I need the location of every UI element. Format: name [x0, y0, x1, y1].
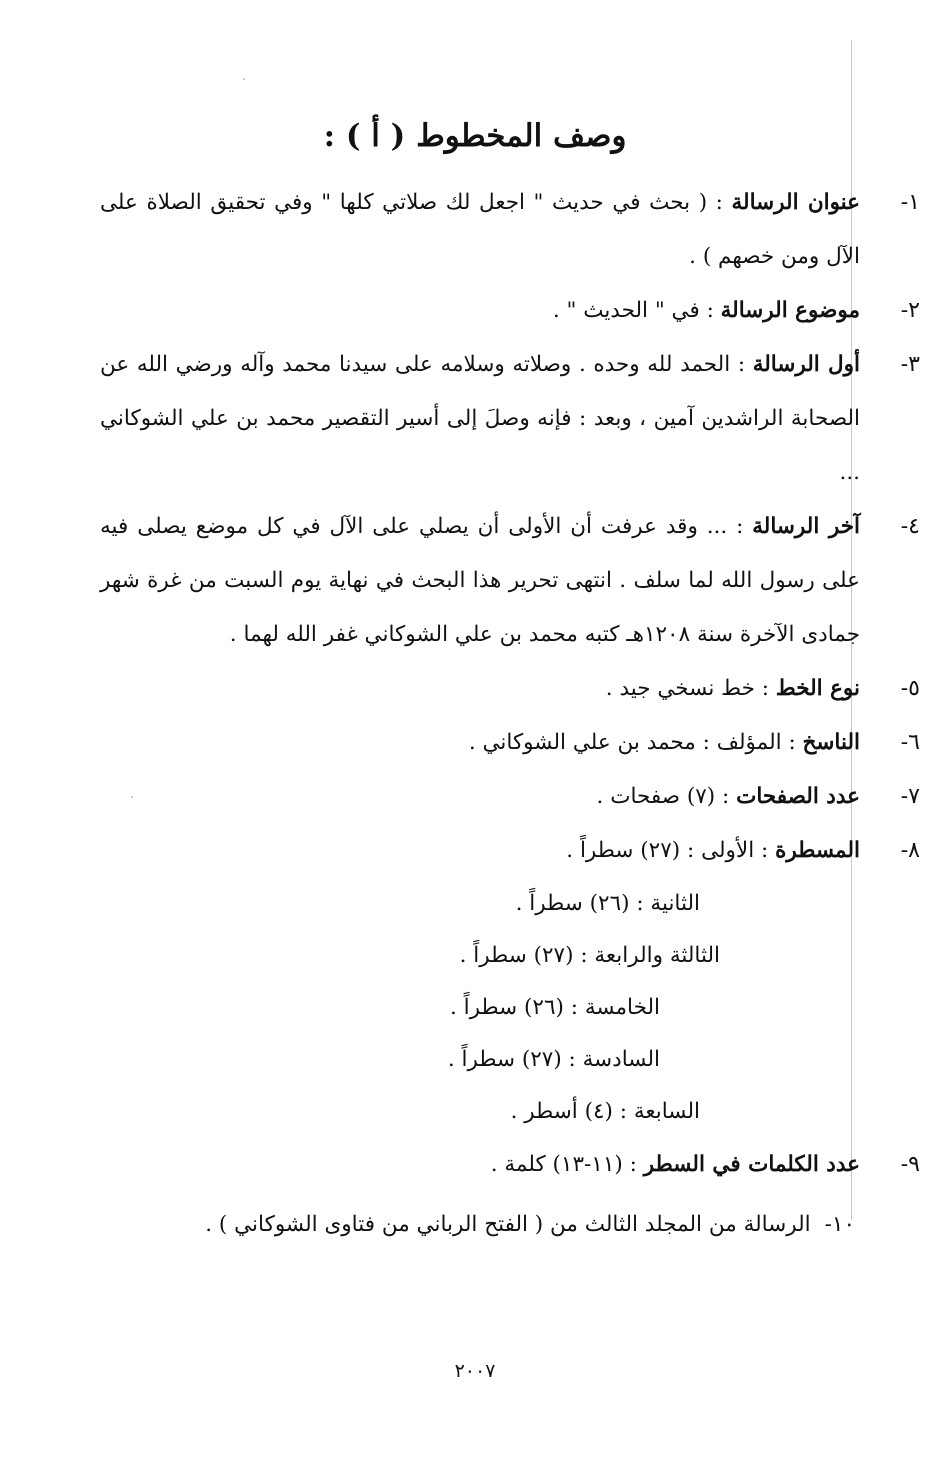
item-text: : في " الحديث " . [552, 298, 721, 323]
item-number: ٦- [900, 730, 920, 755]
item-body [100, 662, 860, 716]
page-number: ٢٠٠٧ [454, 1360, 496, 1382]
item-text: : المؤلف : محمد بن علي الشوكاني . [468, 730, 803, 755]
page-line-count: الخامسة : (٢٦) سطراً . [450, 995, 660, 1020]
item-body [100, 1138, 860, 1192]
item-number: ٥- [900, 676, 920, 701]
item-label: عدد الكلمات في السطر [643, 1152, 860, 1177]
item-label: عدد الصفحات [736, 784, 860, 809]
item-label: عنوان الرسالة [731, 190, 860, 215]
item-number: ١٠- [824, 1212, 855, 1237]
description-list [100, 176, 920, 1192]
item-label: موضوع الرسالة [720, 298, 860, 323]
item-text: : خط نسخي جيد . [605, 676, 776, 701]
item-text: : ( بحث في حديث " اجعل لك صلاتي كلها " وفي تحقيق الصلاة على الآل ومن خصهم ) . [100, 190, 860, 269]
item-text: : (١١-١٣) كلمة . [490, 1152, 644, 1177]
list-item-10 [205, 1198, 855, 1252]
item-text: : (٧) صفحات . [596, 784, 737, 809]
item-label: أول الرسالة [752, 352, 861, 377]
item-number: ١- [900, 190, 920, 215]
item-text: : الأولى : (٢٧) سطراً . [566, 838, 776, 863]
list-item [100, 284, 920, 338]
item-number: ٩- [900, 1152, 920, 1177]
item-body [100, 284, 860, 338]
item-body [100, 716, 860, 770]
section-title: وصف المخطوط ( أ ) : [323, 118, 627, 154]
page-line-count: الثانية : (٢٦) سطراً . [515, 891, 700, 916]
item-body [100, 824, 860, 878]
item-body [100, 770, 860, 824]
page-line-count: السابعة : (٤) أسطر . [510, 1099, 700, 1124]
item-text: : الحمد لله وحده . وصلاته وسلامه على سيدنا محمد وآله ورضي الله عن الصحابة الراشدين آمين ، وبعد : فإنه وصلَ إلى أسير التقصير محمد بن علي الشوكاني ... [100, 352, 860, 485]
list-item [100, 500, 920, 662]
list-item [100, 824, 920, 1138]
item-number: ٣- [900, 352, 920, 377]
item-label: آخر الرسالة [752, 514, 860, 539]
page-line-count: الثالثة والرابعة : (٢٧) سطراً . [459, 943, 720, 968]
list-item [100, 1138, 920, 1192]
page-line-count: السادسة : (٢٧) سطراً . [447, 1047, 660, 1072]
item-label: نوع الخط [775, 676, 860, 701]
item-body [100, 338, 860, 500]
item-label: المسطرة [775, 838, 860, 863]
item-body [100, 500, 860, 662]
list-item [100, 338, 920, 500]
item-number: ٧- [900, 784, 920, 809]
item-number: ٨- [900, 838, 920, 863]
item-text: : ... وقد عرفت أن الأولى أن يصلي على الآل في كل موضع يصلى فيه على رسول الله لما سلف . انتهى تحرير هذا البحث في نهاية يوم السبت من غرة شهر جمادى الآخرة سنة ١٢٠٨هـ كتبه محمد بن علي الشوكاني غفر الله لهما . [100, 514, 860, 647]
list-item [100, 770, 920, 824]
item-number: ٤- [900, 514, 920, 539]
ink-speck [243, 78, 245, 80]
list-item [100, 176, 920, 284]
item-number: ٢- [900, 298, 920, 323]
list-item [100, 662, 920, 716]
item-text: الرسالة من المجلد الثالث من ( الفتح الرباني من فتاوى الشوكاني ) . [205, 1212, 811, 1237]
list-item [100, 716, 920, 770]
item-label: الناسخ [802, 730, 860, 755]
item-body [100, 176, 860, 284]
